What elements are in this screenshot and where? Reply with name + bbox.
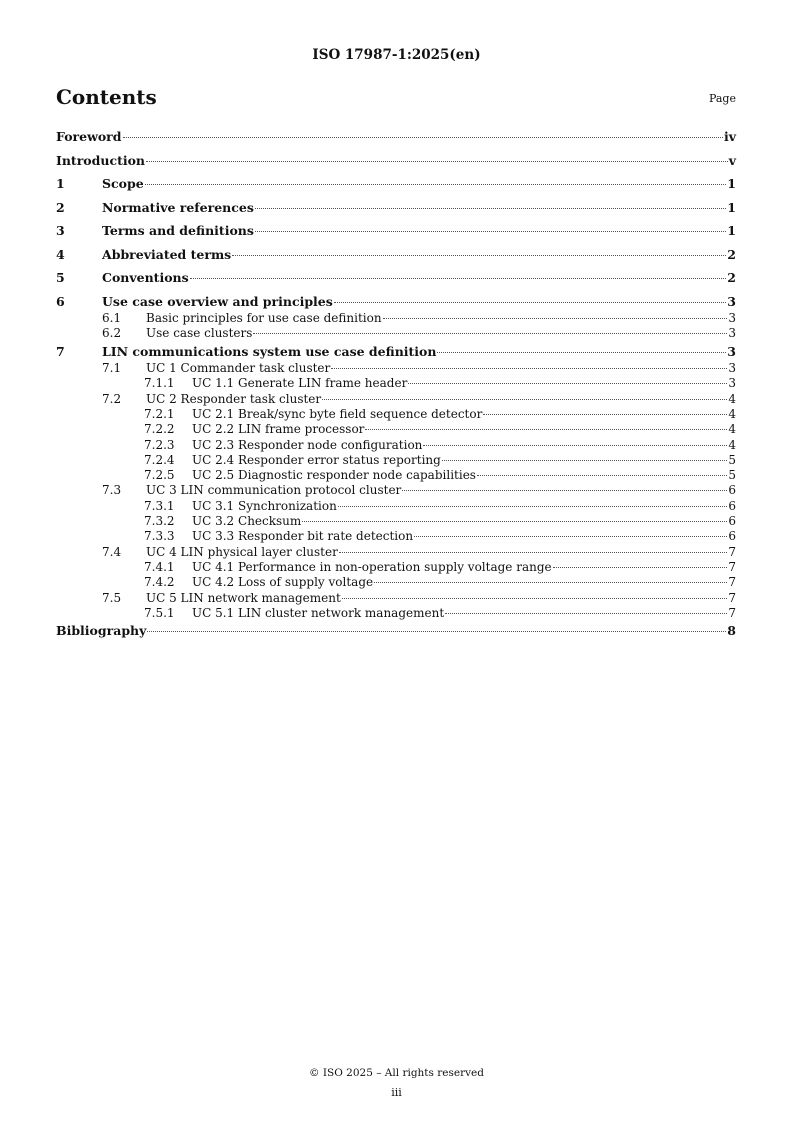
toc-entry-title: Basic principles for use case definition — [146, 311, 382, 325]
toc-entry-number: 7.2.5 — [144, 468, 175, 483]
toc-entry-number: 7.4.2 — [144, 575, 175, 590]
toc-entry-title: UC 1.1 Generate LIN frame header — [192, 376, 408, 391]
dot-leader — [334, 302, 727, 303]
dot-leader — [255, 231, 726, 232]
toc-entry-number: 7.4 — [102, 544, 122, 559]
dot-leader — [408, 383, 727, 384]
toc-entry-number: 7.4.1 — [144, 559, 175, 574]
toc-entry-title: UC 5 LIN network management — [146, 590, 341, 605]
toc-entry-title: Normative references — [102, 199, 254, 215]
toc-entry[interactable] — [56, 200, 736, 224]
dot-leader — [339, 552, 728, 553]
toc-entry-title: UC 4 LIN physical layer cluster — [146, 544, 338, 559]
toc-entry-title: UC 3 LIN communication protocol cluster — [146, 483, 402, 498]
toc-entry-title: Conventions — [102, 270, 189, 285]
toc-entry-page: 1 — [727, 176, 736, 191]
dot-leader — [123, 137, 723, 138]
toc-entry[interactable] — [56, 392, 736, 407]
dot-leader — [383, 318, 728, 319]
toc-entry-number: 7.2.4 — [144, 452, 175, 467]
toc-entry-number: 6.2 — [102, 326, 122, 341]
toc-entry[interactable] — [56, 407, 736, 422]
toc-entry-title: Foreword — [56, 129, 122, 144]
toc-entry-title: Use case clusters — [146, 326, 253, 341]
toc-entry-page: 3 — [728, 326, 736, 341]
toc-entry-page: 7 — [728, 575, 736, 590]
toc-entry-number: 3 — [56, 223, 65, 238]
toc-entry-number: 6.1 — [102, 311, 122, 325]
toc-entry[interactable] — [56, 514, 736, 529]
toc-entry-title: UC 2.3 Responder node configuration — [192, 437, 423, 452]
toc-entry-title: UC 2.1 Break/sync byte field sequence detector — [192, 406, 483, 421]
toc-entry-title: UC 2.5 Diagnostic responder node capabilities — [192, 468, 476, 483]
toc-entry-number: 7.3.1 — [144, 498, 175, 513]
toc-entry[interactable] — [56, 422, 736, 437]
toc-entry[interactable] — [56, 311, 736, 326]
toc-entry[interactable] — [56, 129, 736, 153]
toc-entry-title: UC 4.1 Performance in non-operation supply voltage range — [192, 559, 552, 574]
toc-entry-page: 7 — [728, 590, 736, 605]
dot-leader — [302, 521, 727, 522]
toc-entry-page: 4 — [728, 422, 736, 437]
toc-entry[interactable] — [56, 468, 736, 483]
toc-entry-number: 7.2.1 — [144, 406, 175, 421]
toc-entry-number: 5 — [56, 270, 65, 285]
toc-entry-title: Scope — [102, 176, 144, 191]
dot-leader — [483, 414, 727, 415]
dot-leader — [145, 184, 727, 185]
toc-entry-number: 7.5.1 — [144, 605, 175, 620]
toc-entry[interactable] — [56, 623, 736, 647]
toc-entry-number: 7.3.3 — [144, 529, 175, 544]
toc-entry-title: LIN communications system use case definition — [102, 343, 437, 359]
toc-entry-title: Terms and definitions — [102, 223, 254, 238]
toc-entry-number: 1 — [56, 176, 65, 191]
dot-leader — [423, 445, 727, 446]
toc-entry-page: 3 — [728, 311, 736, 325]
toc-entry-number: 7.2 — [102, 391, 122, 406]
toc-entry-number: 7.3.2 — [144, 514, 175, 529]
toc-entry-page: 3 — [727, 293, 736, 309]
toc-entry[interactable] — [56, 270, 736, 294]
toc-entry-number: 7.3 — [102, 483, 122, 498]
toc-entry-page: iv — [723, 129, 736, 144]
toc-entry-page: 4 — [728, 437, 736, 452]
dot-leader — [437, 352, 726, 353]
toc-entry[interactable] — [56, 606, 736, 621]
dot-leader — [190, 278, 727, 279]
toc-entry-title: Use case overview and principles — [102, 293, 333, 309]
toc-entry[interactable] — [56, 575, 736, 590]
toc-entry-page: 6 — [728, 529, 736, 544]
toc-entry-title: UC 2.2 LIN frame processor — [192, 422, 365, 437]
toc-entry-number: 7.1 — [102, 361, 122, 376]
toc-entry-number: 7.2.3 — [144, 437, 175, 452]
document-header: ISO 17987-1:2025(en) — [312, 47, 481, 63]
toc-entry-page: 6 — [728, 483, 736, 498]
toc-entry-page: v — [728, 152, 736, 168]
toc-entry-page: 3 — [728, 361, 736, 376]
toc-entry-page: 2 — [727, 246, 736, 262]
toc-entry-title: UC 3.1 Synchronization — [192, 498, 337, 513]
toc-entry[interactable] — [56, 560, 736, 575]
dot-leader — [414, 536, 727, 537]
toc-entry[interactable] — [56, 438, 736, 453]
toc-entry-title: UC 2.4 Responder error status reporting — [192, 452, 441, 467]
dot-leader — [338, 506, 728, 507]
dot-leader — [374, 582, 727, 583]
toc-entry-page: 1 — [727, 223, 736, 238]
dot-leader — [477, 475, 727, 476]
dot-leader — [365, 429, 727, 430]
page-column-label: Page — [708, 92, 736, 105]
toc-entry-page: 8 — [727, 623, 736, 639]
toc-entry-number: 7.1.1 — [144, 376, 175, 391]
toc-entry-page: 6 — [728, 514, 736, 529]
page-title: Contents — [56, 85, 157, 109]
toc-entry[interactable] — [56, 529, 736, 544]
toc-entry[interactable] — [56, 153, 736, 177]
toc-entry-title: UC 3.2 Checksum — [192, 514, 302, 529]
dot-leader — [331, 368, 727, 369]
dot-leader — [445, 613, 727, 614]
toc-entry-page: 5 — [728, 452, 736, 467]
toc-entry-page: 2 — [727, 270, 736, 285]
toc-entry[interactable] — [56, 499, 736, 514]
toc-entry[interactable] — [56, 483, 736, 498]
toc-entry-title: Introduction — [56, 152, 146, 168]
toc-entry-page: 7 — [728, 605, 736, 620]
dot-leader — [253, 333, 727, 334]
toc-entry-page: 4 — [728, 391, 736, 406]
toc-entry-title: Bibliography — [56, 623, 147, 639]
toc-entry-title: UC 3.3 Responder bit rate detection — [192, 529, 414, 544]
toc-entry-title: UC 1 Commander task cluster — [146, 361, 331, 376]
toc-entry-page: 7 — [728, 544, 736, 559]
dot-leader — [146, 161, 728, 162]
table-of-contents — [56, 129, 736, 647]
dot-leader — [147, 631, 726, 632]
dot-leader — [255, 208, 726, 209]
toc-entry-title: UC 5.1 LIN cluster network management — [192, 605, 445, 620]
toc-entry-page: 7 — [728, 559, 736, 574]
toc-entry-page: 6 — [728, 498, 736, 513]
dot-leader — [322, 399, 727, 400]
toc-entry-page: 3 — [728, 376, 736, 391]
page-number: iii — [391, 1086, 402, 1099]
toc-entry-page: 3 — [727, 343, 736, 359]
toc-entry-page: 5 — [728, 468, 736, 483]
toc-entry-number: 4 — [56, 246, 65, 262]
toc-entry-title: UC 4.2 Loss of supply voltage — [192, 575, 374, 590]
toc-entry-title: UC 2 Responder task cluster — [146, 391, 322, 406]
toc-entry[interactable] — [56, 591, 736, 606]
toc-entry-number: 2 — [56, 199, 65, 215]
toc-entry[interactable] — [56, 545, 736, 560]
toc-entry-number: 7.5 — [102, 590, 122, 605]
toc-entry-page: 1 — [727, 199, 736, 215]
toc-entry-number: 7 — [56, 343, 65, 359]
toc-entry-number: 6 — [56, 293, 65, 309]
dot-leader — [553, 567, 728, 568]
toc-entry-title: Abbreviated terms — [102, 246, 232, 262]
toc-entry-page: 4 — [728, 406, 736, 421]
toc-entry[interactable] — [56, 176, 736, 200]
toc-entry-number: 7.2.2 — [144, 422, 175, 437]
toc-entry[interactable] — [56, 223, 736, 247]
toc-entry[interactable] — [56, 326, 736, 341]
dot-leader — [442, 460, 728, 461]
toc-entry[interactable] — [56, 247, 736, 271]
dot-leader — [402, 490, 727, 491]
dot-leader — [342, 598, 728, 599]
toc-entry[interactable] — [56, 453, 736, 468]
toc-entry[interactable] — [56, 376, 736, 391]
dot-leader — [232, 255, 726, 256]
toc-entry[interactable] — [56, 361, 736, 376]
copyright-footer: © ISO 2025 – All rights reserved — [309, 1067, 484, 1079]
